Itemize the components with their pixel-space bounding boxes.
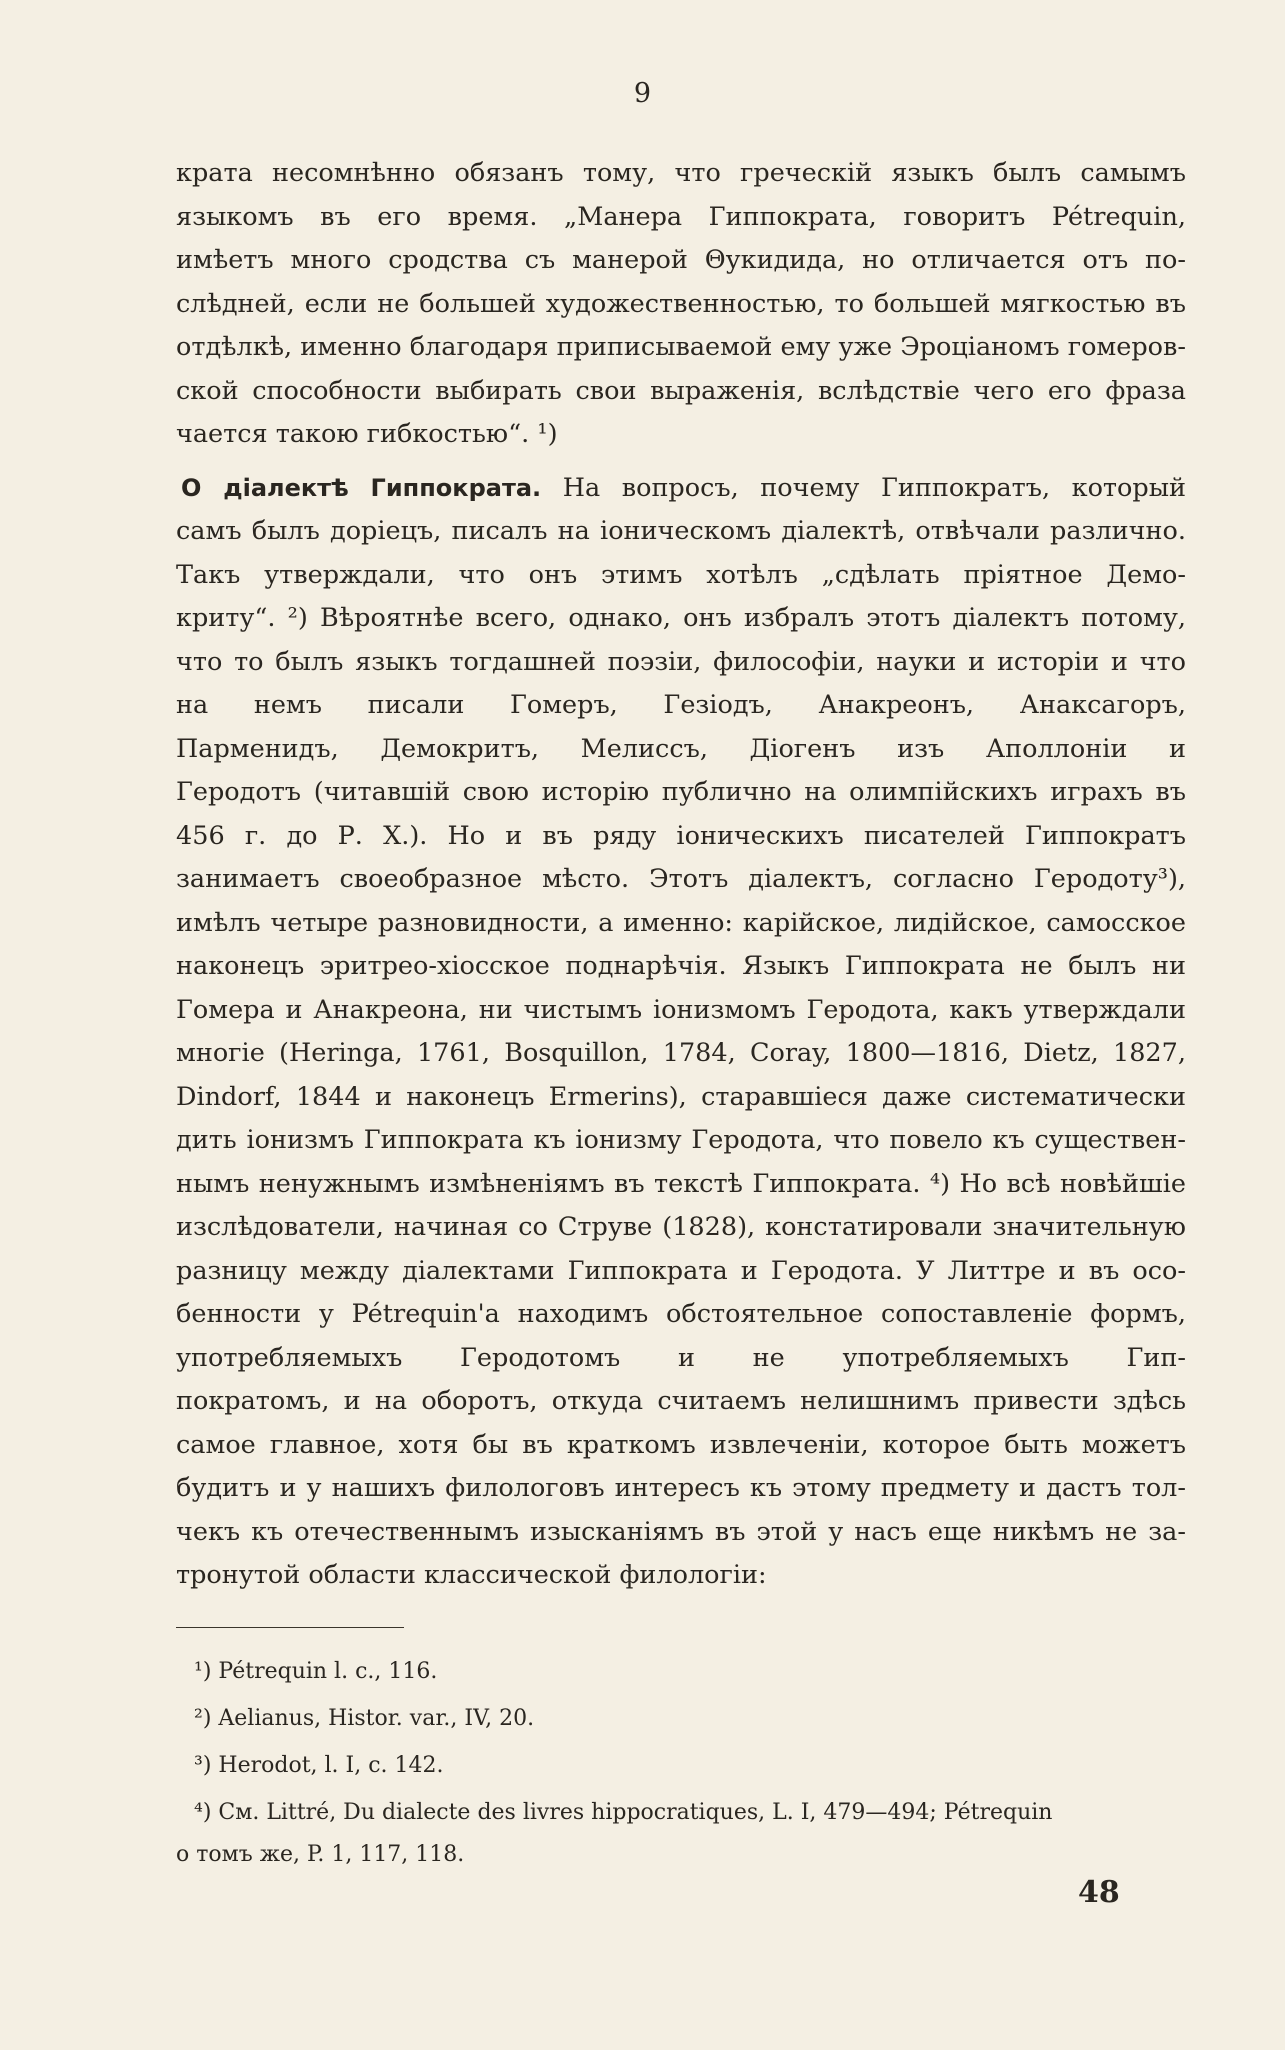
text-line: многіе (Heringa, 1761, Bosquillon, 1784, Coray, 1800—1816, Dietz, 1827,	[176, 1038, 1186, 1068]
text-line: самое главное, хотя бы въ краткомъ извлеченіи, которое быть можетъ	[176, 1429, 1186, 1460]
footnote: ¹) Pétrequin l. c., 116.	[194, 1659, 438, 1684]
page-number: 9	[633, 78, 652, 109]
text-line: чается такою гибкостью“. ¹)	[176, 419, 558, 449]
text-line: наконецъ эритрео-хіосское поднарѣчія. Языкъ Гиппократа не былъ ни	[176, 951, 1186, 981]
text-line: чекъ къ отечественнымъ изысканіямъ въ этой у насъ еще никѣмъ не за-	[176, 1516, 1186, 1547]
text-line: языкомъ въ его время. „Манера Гиппократа, говоритъ Pétrequin,	[176, 201, 1186, 232]
text-line: крата несомнѣнно обязанъ тому, что греческій языкъ былъ самымъ	[176, 158, 1186, 188]
text-line: ской способности выбирать свои выраженія, вслѣдствіе чего его фраза	[176, 375, 1186, 406]
footnotes	[176, 1648, 1186, 1874]
sheet-number: 48	[1078, 1875, 1120, 1910]
body-text	[176, 152, 1186, 1598]
text-line: имѣетъ много сродства съ манерой Θукидида, но отличается отъ по-	[176, 245, 1186, 275]
text-line: Такъ утверждали, что онъ этимъ хотѣлъ „сдѣлать пріятное Демо-	[176, 559, 1186, 590]
text-line: Геродотъ (читавшій свою исторію публично на олимпійскихъ играхъ въ	[176, 777, 1186, 807]
text-line: 456 г. до Р. Х.). Но и въ ряду іоническихъ писателей Гиппократъ	[176, 820, 1186, 851]
text-line: слѣдней, если не большей художественностью, то большей мягкостью въ	[176, 288, 1186, 319]
text-line: Dindorf, 1844 и наконецъ Ermerins), старавшіеся даже систематически	[176, 1081, 1186, 1112]
footnote: ²) Aelianus, Histor. var., IV, 20.	[194, 1706, 535, 1731]
text-line: что то былъ языкъ тогдашней поэзіи, философіи, науки и исторіи и что	[176, 646, 1186, 677]
text-line: отдѣлкѣ, именно благодаря приписываемой ему уже Эроціаномъ гомеров-	[176, 332, 1186, 362]
text-line-rest: На вопросъ, почему Гиппократъ, который	[541, 472, 1186, 503]
footnote-divider	[176, 1627, 404, 1628]
text-line: занимаетъ своеобразное мѣсто. Этотъ діалектъ, согласно Геродоту³),	[176, 864, 1186, 894]
text-line: имѣлъ четыре разновидности, а именно: карійское, лидійское, самосское	[176, 907, 1186, 938]
footnote-continuation: о томъ же, P. 1, 117, 118.	[176, 1842, 465, 1867]
text-line: нымъ ненужнымъ измѣненіямъ въ текстѣ Гиппократа. ⁴) Но всѣ новѣйшіе	[176, 1168, 1186, 1199]
section-heading: О діалектѣ Гиппократа.	[181, 473, 542, 502]
text-line: самъ былъ доріецъ, писалъ на іоническомъ діалектѣ, отвѣчали различно.	[176, 516, 1186, 546]
text-line: дить іонизмъ Гиппократа къ іонизму Геродота, что повело къ существен-	[176, 1125, 1186, 1155]
footnote: ⁴) См. Littré, Du dialecte des livres hippocratiques, L. I, 479—494; Pétrequin	[194, 1800, 1053, 1825]
text-line: бенности у Pétrequin'а находимъ обстоятельное сопоставленіе формъ,	[176, 1299, 1186, 1329]
text-line: Гомера и Анакреона, ни чистымъ іонизмомъ Геродота, какъ утверждали	[176, 994, 1186, 1025]
footnote: ³) Herodot, l. I, c. 142.	[194, 1753, 444, 1778]
text-line: Парменидъ, Демокритъ, Мелиссъ, Діогенъ изъ Аполлоніи и	[176, 733, 1186, 764]
text-line: будитъ и у нашихъ филологовъ интересъ къ этому предмету и дастъ тол-	[176, 1473, 1186, 1503]
text-line	[176, 467, 1186, 511]
text-line: разницу между діалектами Гиппократа и Геродота. У Литтре и въ осо-	[176, 1255, 1186, 1286]
text-line: употребляемыхъ Геродотомъ и не употребляемыхъ Гип-	[176, 1342, 1186, 1373]
text-line: пократомъ, и на оборотъ, откуда считаемъ нелишнимъ привести здѣсь	[176, 1386, 1186, 1416]
text-line: криту“. ²) Вѣроятнѣе всего, однако, онъ избралъ этотъ діалектъ потому,	[176, 603, 1186, 633]
text-line: тронутой области классической филологіи:	[176, 1560, 767, 1590]
text-line: изслѣдователи, начиная со Струве (1828), констатировали значительную	[176, 1212, 1186, 1242]
text-line: на немъ писали Гомеръ, Гезіодъ, Анакреонъ, Анаксагоръ,	[176, 690, 1186, 720]
